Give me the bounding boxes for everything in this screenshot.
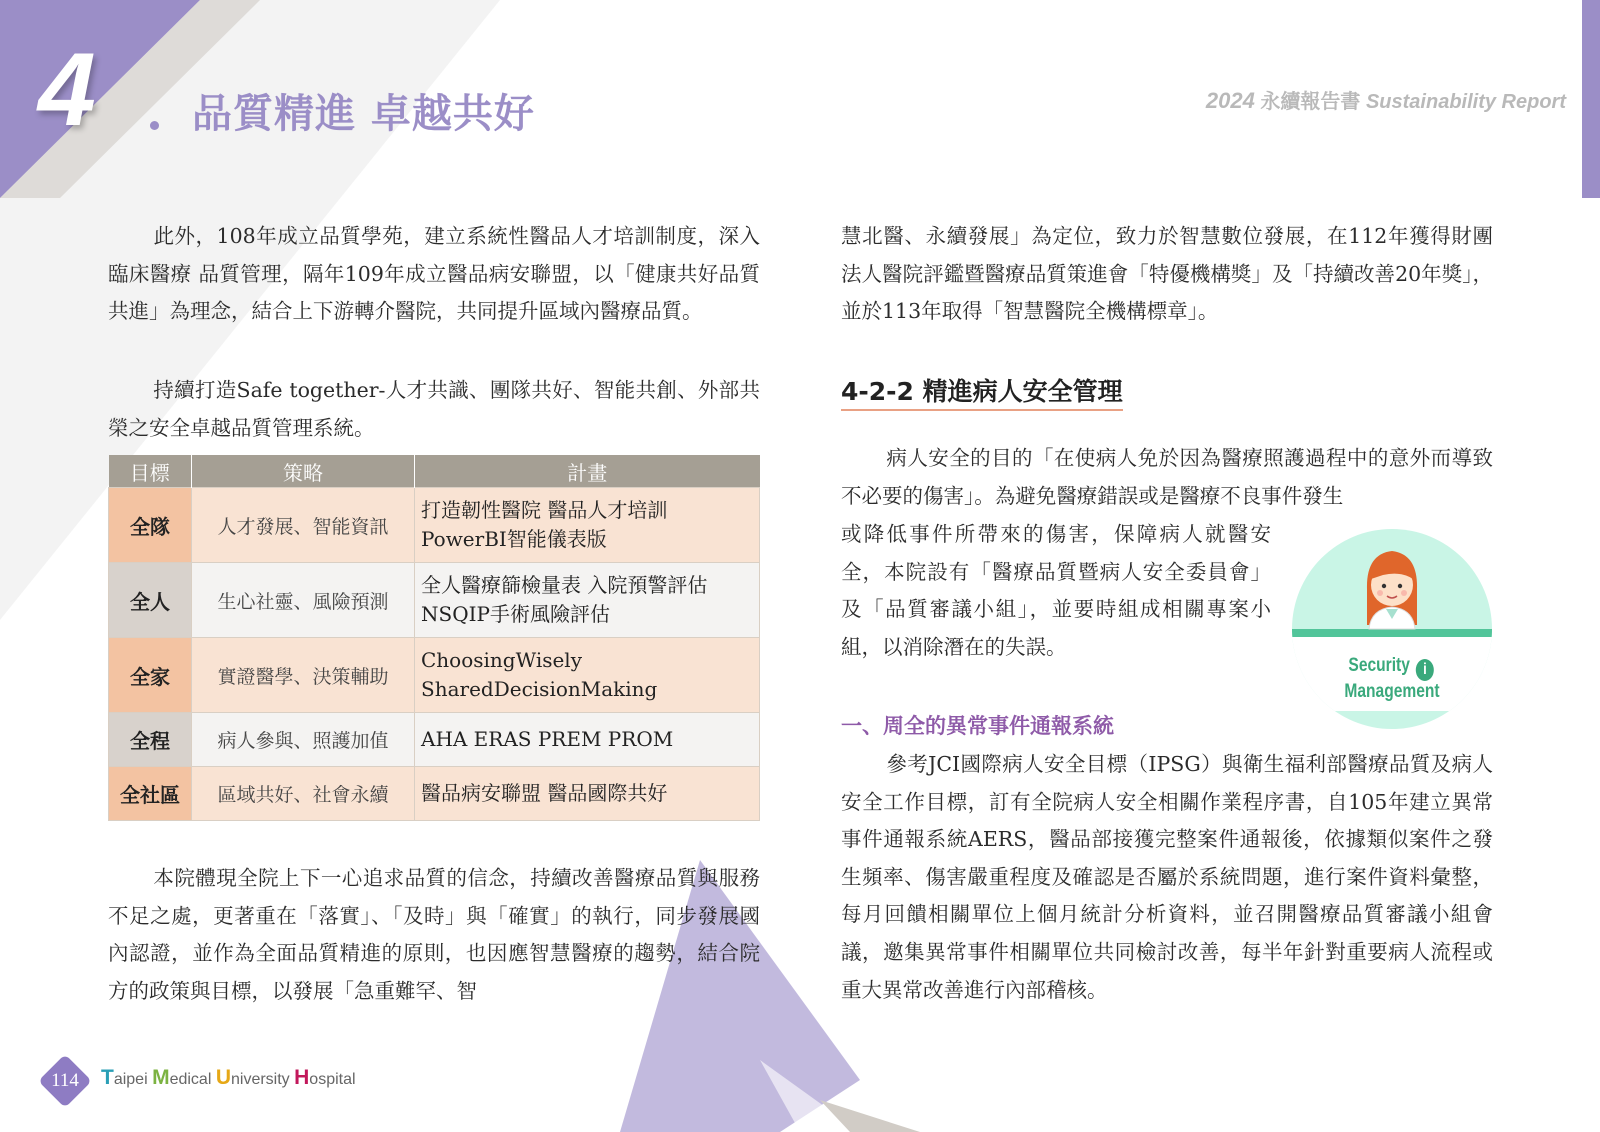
logo-word-ospital: ospital bbox=[309, 1071, 356, 1088]
strategy-table bbox=[108, 455, 760, 821]
hospital-logo-text bbox=[101, 1066, 356, 1090]
plan-line-1: ChoosingWisely bbox=[421, 648, 583, 672]
right-paragraph-2b bbox=[841, 516, 1271, 666]
section-heading: 4-2-2 精進病人安全管理 bbox=[841, 372, 1123, 411]
table-cell-plan: 醫品病安聯盟 醫品國際共好 bbox=[415, 767, 760, 821]
table-cell-strategy: 生心社靈、風險預測 bbox=[192, 563, 415, 638]
right-paragraph-3-text: 參考JCI國際病人安全目標（IPSG）與衛生福利部醫療品質及病人安全工作目標，訂有全院病人安全相關作業程序書，自105年建立異常事件通報系統AERS，醫品部接獲完整案件通報後，依據類似案件之發生頻率、傷害嚴重程度及確認是否屬於系統問題，進行案件資料彙整，每月回饋相關單位上個月統計分析資料，並召開醫療品質審議小組會議，邀集異常事件相關單位共同檢討改善，每半年針對重要病人流程或重大異常改善進行內部稽核。 bbox=[841, 752, 1493, 1002]
logo-letter-u: U bbox=[215, 1066, 231, 1089]
left-paragraph-1 bbox=[108, 218, 760, 331]
table-cell-plan: AHA ERAS PREM PROM bbox=[415, 713, 760, 767]
right-paragraph-3 bbox=[841, 746, 1493, 1009]
table-cell-goal: 全程 bbox=[109, 713, 192, 767]
table-row bbox=[109, 488, 760, 563]
report-header bbox=[1206, 85, 1566, 114]
logo-word-niversity: niversity bbox=[231, 1071, 295, 1088]
table-cell-strategy: 區域共好、社會永續 bbox=[192, 767, 415, 821]
chapter-number: 4 bbox=[38, 32, 96, 148]
chapter-number-dot bbox=[150, 121, 159, 130]
table-cell-strategy: 實證醫學、決策輔助 bbox=[192, 638, 415, 713]
table-cell-plan bbox=[415, 563, 760, 638]
report-title-en: Sustainability Report bbox=[1365, 91, 1566, 113]
logo-letter-h: H bbox=[294, 1066, 310, 1089]
table-cell-goal: 全社區 bbox=[109, 767, 192, 821]
table-row bbox=[109, 638, 760, 713]
left-paragraph-1-text: 此外，108年成立品質學苑，建立系統性醫品人才培訓制度，深入臨床醫療 品質管理，隔年109年成立醫品病安聯盟，以「健康共好品質共進」為理念，結合上下游轉介醫院，共同提升區域內醫療品質。 bbox=[108, 224, 760, 324]
security-text: Security bbox=[1348, 655, 1410, 676]
table-header-strategy: 策略 bbox=[192, 455, 415, 488]
table-cell-plan bbox=[415, 638, 760, 713]
table-cell-strategy: 人才發展、智能資訊 bbox=[192, 488, 415, 563]
left-paragraph-2 bbox=[108, 372, 760, 447]
page-number: 114 bbox=[51, 1070, 79, 1091]
right-paragraph-1 bbox=[841, 218, 1493, 331]
report-year: 2024 bbox=[1205, 88, 1255, 113]
table-header-row bbox=[109, 455, 760, 488]
left-paragraph-3 bbox=[108, 860, 760, 1010]
logo-word-edical: edical bbox=[169, 1071, 216, 1088]
plan-line-2: NSQIP手術風險評估 bbox=[421, 602, 610, 626]
table-row bbox=[109, 713, 760, 767]
left-paragraph-2-text: 持續打造Safe together-人才共識、團隊共好、智能共創、外部共榮之安全卓越品質管理系統。 bbox=[108, 378, 760, 440]
sub-heading: 一、周全的異常事件通報系統 bbox=[841, 714, 1114, 738]
report-title-zh: 永續報告書 bbox=[1260, 89, 1361, 113]
chapter-title: 品質精進 卓越共好 bbox=[192, 91, 535, 137]
left-paragraph-3-text: 本院體現全院上下一心追求品質的信念，持續改善醫療品質與服務不足之處，更著重在「落實」、「及時」與「確實」的執行，同步發展國內認證，並作為全面品質精進的原則，也因應智慧醫療的趨勢，結合院方的政策與目標，以發展「急重難罕、智 bbox=[108, 866, 760, 1003]
table-cell-goal: 全人 bbox=[109, 563, 192, 638]
table-header-goal: 目標 bbox=[109, 455, 192, 488]
table-cell-goal: 全隊 bbox=[109, 488, 192, 563]
table-cell-goal: 全家 bbox=[109, 638, 192, 713]
table-header-plan: 計畫 bbox=[415, 455, 760, 488]
right-paragraph-1-text: 慧北醫、永續發展」為定位，致力於智慧數位發展，在112年獲得財團法人醫院評鑑暨醫療品質策進會「特優機構獎」及「持續改善20年獎」，並於113年取得「智慧醫院全機構標章」。 bbox=[841, 224, 1493, 324]
right-paragraph-2b-text: 或降低事件所帶來的傷害，保障病人就醫安全，本院設有「醫療品質暨病人安全委員會」及「品質審議小組」，並要時組成相關專案小組，以消除潛在的失誤。 bbox=[841, 522, 1271, 659]
table-cell-strategy: 病人參與、照護加值 bbox=[192, 713, 415, 767]
logo-letter-t: T bbox=[101, 1066, 114, 1089]
table-cell-plan bbox=[415, 488, 760, 563]
right-paragraph-2a-text: 病人安全的目的「在使病人免於因為醫療照護過程中的意外而導致不必要的傷害」。為避免醫療錯誤或是醫療不良事件發生 bbox=[841, 446, 1493, 508]
edge-tab bbox=[1582, 0, 1600, 198]
logo-word-aipei: aipei bbox=[113, 1071, 153, 1088]
info-icon: i bbox=[1416, 659, 1434, 681]
logo-letter-m: M bbox=[152, 1066, 170, 1089]
doctor-icon bbox=[1367, 551, 1417, 629]
security-management-label bbox=[1309, 655, 1475, 703]
right-paragraph-2a bbox=[841, 440, 1493, 515]
table-row bbox=[109, 767, 760, 821]
plan-line-1: 全人醫療篩檢量表 入院預警評估 bbox=[421, 573, 708, 597]
plan-line-2: SharedDecisionMaking bbox=[421, 677, 658, 701]
management-text: Management bbox=[1344, 681, 1440, 702]
plan-line-2: PowerBI智能儀表版 bbox=[421, 527, 607, 551]
plan-line-1: 打造韌性醫院 醫品人才培訓 bbox=[421, 498, 668, 522]
table-row bbox=[109, 563, 760, 638]
